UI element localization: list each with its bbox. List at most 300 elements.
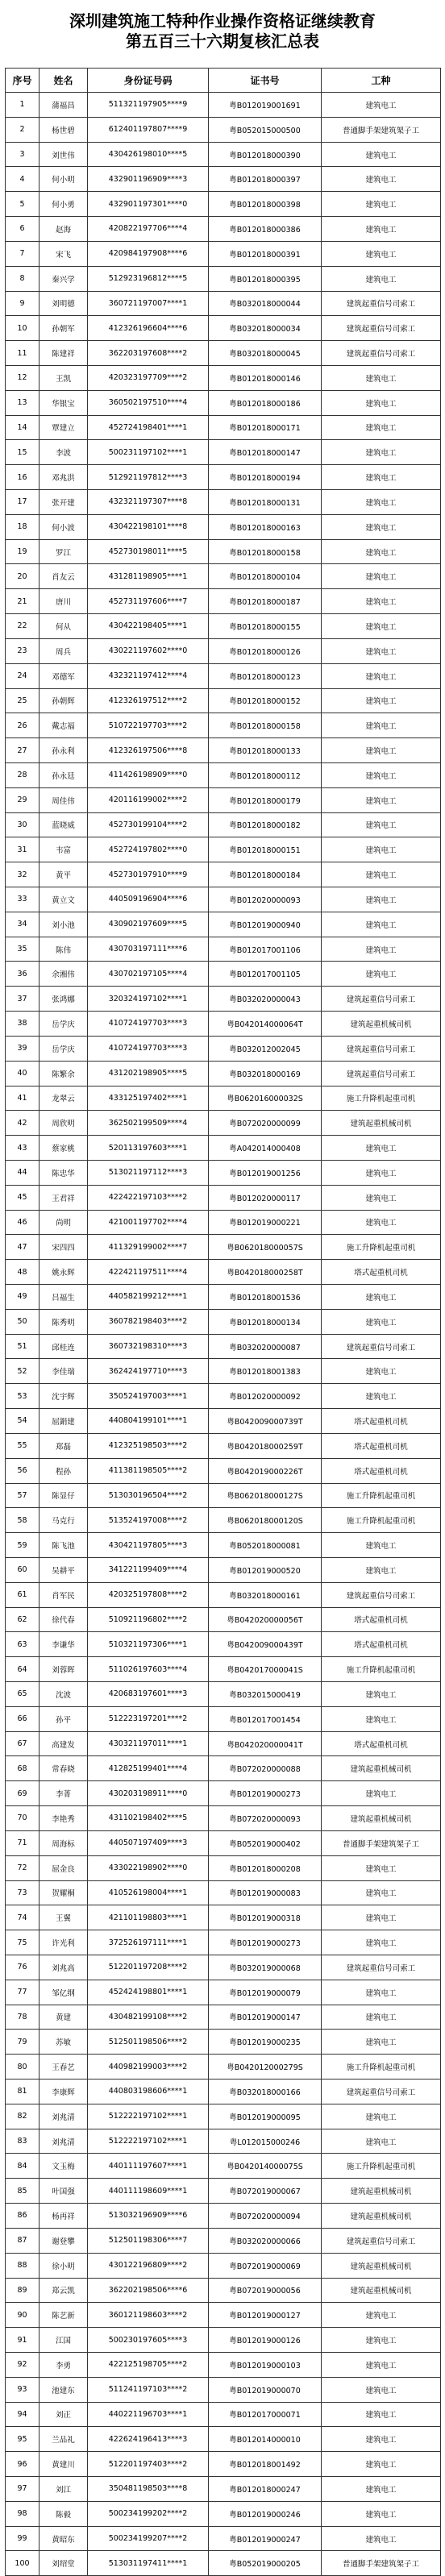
cell-id-number: 320324197102****1	[88, 987, 209, 1012]
table-row	[6, 1012, 441, 1037]
cell-job-type: 建筑电工	[322, 2477, 441, 2502]
cell-job-type: 建筑电工	[322, 514, 441, 539]
cell-name: 宋四四	[40, 1235, 88, 1260]
cell-serial: 28	[6, 762, 40, 787]
cell-name: 刘蓉晖	[40, 1657, 88, 1682]
cell-serial: 41	[6, 1086, 40, 1111]
cell-job-type: 建筑电工	[322, 1136, 441, 1161]
cell-certificate-number: 粤B012018000152	[209, 688, 322, 713]
cell-id-number: 362502199509****4	[88, 1111, 209, 1136]
cell-certificate-number: 粤L012015000246	[209, 2129, 322, 2154]
cell-id-number: 422624196413****3	[88, 2427, 209, 2452]
table-row	[6, 2005, 441, 2030]
cell-id-number: 360782198403****2	[88, 1309, 209, 1334]
cell-job-type: 建筑电工	[322, 2005, 441, 2030]
cell-serial: 31	[6, 837, 40, 862]
table-row	[6, 1980, 441, 2005]
table-row	[6, 937, 441, 962]
cell-certificate-number: 粤B012018000186	[209, 390, 322, 415]
cell-name: 肖军民	[40, 1582, 88, 1607]
cell-name: 周海标	[40, 1830, 88, 1855]
cell-certificate-number: 粤B012019000095	[209, 2104, 322, 2129]
cell-id-number: 500231197102****1	[88, 440, 209, 465]
cell-job-type: 施工升降机起重司机	[322, 1508, 441, 1533]
cell-id-number: 410526198004****1	[88, 1880, 209, 1905]
cell-serial: 1	[6, 93, 40, 118]
cell-name: 张开建	[40, 490, 88, 515]
cell-serial: 29	[6, 787, 40, 812]
table-row	[6, 1086, 441, 1111]
cell-certificate-number: 粤B012019000247	[209, 2526, 322, 2551]
cell-serial: 45	[6, 1185, 40, 1210]
cell-id-number: 430122196809****2	[88, 2253, 209, 2278]
table-row	[6, 2501, 441, 2526]
cell-job-type: 建筑电工	[322, 713, 441, 738]
cell-name: 李菁	[40, 1781, 88, 1806]
cell-serial: 79	[6, 2030, 40, 2055]
cell-serial: 11	[6, 341, 40, 366]
cell-id-number: 360502197510****4	[88, 390, 209, 415]
cell-name: 池建东	[40, 2377, 88, 2402]
cell-name: 张鸿娜	[40, 987, 88, 1012]
cell-certificate-number: 粤B042012000279S	[209, 2055, 322, 2079]
cell-serial: 94	[6, 2402, 40, 2427]
cell-id-number: 420984197908****6	[88, 241, 209, 266]
cell-job-type: 塔式起重机司机	[322, 1731, 441, 1756]
cell-id-number: 452731197606****7	[88, 589, 209, 614]
cell-certificate-number: 粤B012018000123	[209, 663, 322, 688]
cell-name: 兰品礼	[40, 2427, 88, 2452]
table-row	[6, 837, 441, 862]
cell-id-number: 432901196909****3	[88, 167, 209, 192]
cell-certificate-number: 粤B012018000208	[209, 1855, 322, 1880]
table-row	[6, 564, 441, 589]
cell-name: 刘正	[40, 2402, 88, 2427]
cell-job-type: 建筑电工	[322, 365, 441, 390]
cell-id-number: 420683197601****3	[88, 1682, 209, 1707]
table-row	[6, 117, 441, 142]
table-row	[6, 2377, 441, 2402]
cell-serial: 44	[6, 1160, 40, 1185]
cell-id-number: 510321197306****1	[88, 1632, 209, 1657]
cell-name: 王君祥	[40, 1185, 88, 1210]
cell-serial: 52	[6, 1359, 40, 1384]
cell-job-type: 建筑电工	[322, 1905, 441, 1930]
table-row	[6, 787, 441, 812]
table-row	[6, 1433, 441, 1458]
cell-job-type: 建筑电工	[322, 688, 441, 713]
cell-job-type: 建筑电工	[322, 1557, 441, 1582]
cell-name: 宋飞	[40, 241, 88, 266]
table-row	[6, 1756, 441, 1781]
cell-name: 戴志福	[40, 713, 88, 738]
cell-name: 周佳伟	[40, 787, 88, 812]
cell-serial: 65	[6, 1682, 40, 1707]
cell-certificate-number: 粤B012018000131	[209, 490, 322, 515]
cell-job-type: 塔式起重机司机	[322, 1433, 441, 1458]
cell-job-type: 建筑电工	[322, 1160, 441, 1185]
cell-name: 贺耀桐	[40, 1880, 88, 1905]
cell-id-number: 410724197703****3	[88, 1012, 209, 1037]
cell-certificate-number: 粤B042014000075S	[209, 2154, 322, 2179]
cell-id-number: 452730198011****5	[88, 539, 209, 564]
cell-name: 何小勇	[40, 192, 88, 217]
cell-serial: 46	[6, 1210, 40, 1235]
cell-serial: 10	[6, 316, 40, 341]
cell-job-type: 建筑电工	[322, 862, 441, 887]
cell-name: 李康辉	[40, 2079, 88, 2104]
cell-job-type: 塔式起重机司机	[322, 1632, 441, 1657]
table-row	[6, 2129, 441, 2154]
cell-serial: 88	[6, 2253, 40, 2278]
table-row	[6, 1458, 441, 1483]
cell-serial: 82	[6, 2104, 40, 2129]
cell-id-number: 432321197412****4	[88, 663, 209, 688]
cell-serial: 5	[6, 192, 40, 217]
cell-job-type: 施工升降机起重司机	[322, 1235, 441, 1260]
cell-job-type: 建筑电工	[322, 1855, 441, 1880]
cell-serial: 97	[6, 2477, 40, 2502]
cell-id-number: 440803198606****1	[88, 2079, 209, 2104]
cell-id-number: 440582199212****1	[88, 1285, 209, 1310]
cell-name: 孙永廷	[40, 762, 88, 787]
cell-certificate-number: 粤B062018000127S	[209, 1483, 322, 1508]
cell-certificate-number: 粤B012019000940	[209, 912, 322, 937]
cell-job-type: 施工升降机起重司机	[322, 1483, 441, 1508]
cell-serial: 76	[6, 1955, 40, 1980]
table-row	[6, 539, 441, 564]
cell-job-type: 施工升降机起重司机	[322, 1657, 441, 1682]
cell-certificate-number: 粤B012017001106	[209, 937, 322, 962]
cell-job-type: 塔式起重机司机	[322, 1409, 441, 1434]
cell-id-number: 440982199003****2	[88, 2055, 209, 2079]
cell-name: 马克行	[40, 1508, 88, 1533]
cell-job-type: 普通脚手架建筑架子工	[322, 2551, 441, 2576]
cell-job-type: 建筑电工	[322, 1210, 441, 1235]
cell-job-type: 建筑电工	[322, 440, 441, 465]
cell-certificate-number: 粤B072020000099	[209, 1111, 322, 1136]
cell-job-type: 建筑电工	[322, 837, 441, 862]
cell-serial: 25	[6, 688, 40, 713]
table-row	[6, 862, 441, 887]
cell-job-type: 建筑电工	[322, 1706, 441, 1731]
cell-name: 王翼	[40, 1905, 88, 1930]
cell-job-type: 建筑起重机械司机	[322, 2179, 441, 2204]
cell-name: 刘明德	[40, 291, 88, 316]
cell-id-number: 512501198506****2	[88, 2030, 209, 2055]
table-row	[6, 241, 441, 266]
cell-id-number: 431102198402****5	[88, 1806, 209, 1831]
cell-serial: 64	[6, 1657, 40, 1682]
cell-id-number: 412326196604****6	[88, 316, 209, 341]
cell-certificate-number: 粤B012020000117	[209, 1185, 322, 1210]
cell-job-type: 建筑电工	[322, 2352, 441, 2377]
cell-id-number: 430482199108****2	[88, 2005, 209, 2030]
table-row	[6, 1309, 441, 1334]
cell-id-number: 510722197703****2	[88, 713, 209, 738]
cell-serial: 27	[6, 738, 40, 763]
cell-serial: 40	[6, 1061, 40, 1086]
cell-serial: 87	[6, 2228, 40, 2253]
cell-serial: 12	[6, 365, 40, 390]
cell-id-number: 512201197403****2	[88, 2452, 209, 2477]
cell-certificate-number: 粤B032019000068	[209, 1955, 322, 1980]
cell-name: 陈秀明	[40, 1309, 88, 1334]
cell-job-type: 建筑电工	[322, 217, 441, 242]
cell-job-type: 建筑电工	[322, 2377, 441, 2402]
cell-name: 李谦华	[40, 1632, 88, 1657]
table-row	[6, 1806, 441, 1831]
cell-name: 姚永辉	[40, 1260, 88, 1285]
cell-certificate-number: 粤B012018000397	[209, 167, 322, 192]
cell-certificate-number: 粤B012018001383	[209, 1359, 322, 1384]
cell-serial: 69	[6, 1781, 40, 1806]
cell-job-type: 建筑电工	[322, 762, 441, 787]
table-row	[6, 266, 441, 291]
cell-id-number: 430221197602****0	[88, 638, 209, 663]
cell-serial: 6	[6, 217, 40, 242]
table-row	[6, 589, 441, 614]
cell-certificate-number: 粤B012018000194	[209, 465, 322, 490]
cell-serial: 47	[6, 1235, 40, 1260]
cell-serial: 55	[6, 1433, 40, 1458]
cell-id-number: 433125197402****1	[88, 1086, 209, 1111]
cell-serial: 83	[6, 2129, 40, 2154]
header-id-number: 身份证号码	[88, 69, 209, 93]
cell-name: 秦兴学	[40, 266, 88, 291]
cell-certificate-number: 粤B052019000205	[209, 2551, 322, 2576]
cell-name: 覃建立	[40, 415, 88, 440]
cell-job-type: 建筑电工	[322, 1980, 441, 2005]
cell-id-number: 512921197812****3	[88, 465, 209, 490]
cell-certificate-number: 粤B042018000259T	[209, 1433, 322, 1458]
cell-id-number: 520113197603****1	[88, 1136, 209, 1161]
cell-serial: 24	[6, 663, 40, 688]
table-row	[6, 812, 441, 837]
table-row	[6, 912, 441, 937]
cell-name: 龙翠云	[40, 1086, 88, 1111]
cell-certificate-number: 粤A042014000408	[209, 1136, 322, 1161]
table-row	[6, 316, 441, 341]
cell-serial: 61	[6, 1582, 40, 1607]
cell-serial: 14	[6, 415, 40, 440]
cell-id-number: 360121198603****2	[88, 2303, 209, 2328]
cell-job-type: 施工升降机起重司机	[322, 1086, 441, 1111]
cell-job-type: 建筑电工	[322, 787, 441, 812]
cell-id-number: 511241197103****2	[88, 2377, 209, 2402]
cell-job-type: 建筑起重信号司索工	[322, 316, 441, 341]
table-row	[6, 1483, 441, 1508]
cell-job-type: 建筑电工	[322, 2030, 441, 2055]
cell-job-type: 施工升降机起重司机	[322, 2055, 441, 2079]
cell-certificate-number: 粤B012019000126	[209, 2328, 322, 2353]
cell-id-number: 512201197208****2	[88, 1955, 209, 1980]
cell-job-type: 建筑起重信号司索工	[322, 2228, 441, 2253]
cell-name: 赵海	[40, 217, 88, 242]
cell-certificate-number: 粤B032018000166	[209, 2079, 322, 2104]
cell-id-number: 512223197201****2	[88, 1706, 209, 1731]
table-row	[6, 1607, 441, 1632]
cell-job-type: 建筑电工	[322, 1185, 441, 1210]
cell-job-type: 建筑电工	[322, 2303, 441, 2328]
cell-serial: 15	[6, 440, 40, 465]
cell-id-number: 452730199104****2	[88, 812, 209, 837]
cell-certificate-number: 粤B012019001256	[209, 1160, 322, 1185]
cell-id-number: 422125198705****2	[88, 2352, 209, 2377]
table-row	[6, 1359, 441, 1384]
cell-id-number: 433022198902****0	[88, 1855, 209, 1880]
table-row	[6, 2228, 441, 2253]
table-row	[6, 2253, 441, 2278]
table-row	[6, 1160, 441, 1185]
cell-certificate-number: 粤B012018000391	[209, 241, 322, 266]
cell-certificate-number: 粤B012018000158	[209, 713, 322, 738]
cell-id-number: 452724197802****0	[88, 837, 209, 862]
table-row	[6, 1657, 441, 1682]
cell-id-number: 411381198505****2	[88, 1458, 209, 1483]
document-title	[0, 11, 445, 52]
cell-serial: 48	[6, 1260, 40, 1285]
table-row	[6, 1533, 441, 1558]
cell-id-number: 440111197607****1	[88, 2154, 209, 2179]
table-row	[6, 1855, 441, 1880]
cell-serial: 21	[6, 589, 40, 614]
cell-serial: 81	[6, 2079, 40, 2104]
cell-job-type: 建筑起重信号司索工	[322, 1334, 441, 1359]
cell-certificate-number: 粤B042018000258T	[209, 1260, 322, 1285]
cell-serial: 71	[6, 1830, 40, 1855]
cell-name: 邓德军	[40, 663, 88, 688]
cell-certificate-number: 粤B012019000221	[209, 1210, 322, 1235]
cell-serial: 53	[6, 1384, 40, 1409]
table-body	[6, 93, 441, 2576]
table-row	[6, 1036, 441, 1061]
cell-serial: 43	[6, 1136, 40, 1161]
cell-id-number: 431281198905****1	[88, 564, 209, 589]
cell-name: 邱桂连	[40, 1334, 88, 1359]
table-row	[6, 1781, 441, 1806]
cell-id-number: 513524197008****2	[88, 1508, 209, 1533]
cell-certificate-number: 粤B012019000079	[209, 1980, 322, 2005]
cell-id-number: 612401197807****9	[88, 117, 209, 142]
cell-id-number: 513030196504****2	[88, 1483, 209, 1508]
cell-serial: 38	[6, 1012, 40, 1037]
cell-serial: 59	[6, 1533, 40, 1558]
cell-id-number: 430421197805****3	[88, 1533, 209, 1558]
table-row	[6, 1061, 441, 1086]
cell-job-type: 建筑电工	[322, 1781, 441, 1806]
cell-name: 孙永利	[40, 738, 88, 763]
cell-name: 余湘伟	[40, 962, 88, 987]
cell-id-number: 422422197103****2	[88, 1185, 209, 1210]
cell-id-number: 500234199202****2	[88, 2501, 209, 2526]
cell-certificate-number: 粤B062018000057S	[209, 1235, 322, 1260]
cell-id-number: 411426198909****0	[88, 762, 209, 787]
cell-name: 陈显仔	[40, 1483, 88, 1508]
cell-job-type: 建筑电工	[322, 192, 441, 217]
cell-serial: 86	[6, 2204, 40, 2229]
table-row	[6, 2030, 441, 2055]
cell-certificate-number: 粤B012018000247	[209, 2477, 322, 2502]
cell-id-number: 440509196904****6	[88, 887, 209, 912]
cell-name: 李波	[40, 440, 88, 465]
cell-job-type: 建筑起重信号司索工	[322, 1955, 441, 1980]
cell-id-number: 421101198803****1	[88, 1905, 209, 1930]
cell-id-number: 412825199401****4	[88, 1756, 209, 1781]
cell-certificate-number: 粤B072019000067	[209, 2179, 322, 2204]
cell-certificate-number: 粤B012018000134	[209, 1309, 322, 1334]
cell-serial: 3	[6, 142, 40, 167]
cell-name: 苏敏	[40, 2030, 88, 2055]
cell-name: 刘兆清	[40, 2104, 88, 2129]
cell-job-type: 建筑电工	[322, 564, 441, 589]
cell-job-type: 建筑电工	[322, 937, 441, 962]
table-row	[6, 415, 441, 440]
cell-certificate-number: 粤B012018000133	[209, 738, 322, 763]
cell-name: 陈飞池	[40, 1533, 88, 1558]
cell-certificate-number: 粤B072020000094	[209, 2204, 322, 2229]
cell-certificate-number: 粤B012018000155	[209, 614, 322, 639]
cell-id-number: 432901197301****0	[88, 192, 209, 217]
cell-id-number: 430422198101****8	[88, 514, 209, 539]
cell-certificate-number: 粤B012019000147	[209, 2005, 322, 2030]
cell-name: 黄建川	[40, 2452, 88, 2477]
cell-certificate-number: 粤B042014000064T	[209, 1012, 322, 1037]
cell-serial: 26	[6, 713, 40, 738]
cell-job-type: 建筑起重信号司索工	[322, 341, 441, 366]
cell-id-number: 422421197511****4	[88, 1260, 209, 1285]
cell-serial: 19	[6, 539, 40, 564]
cell-name: 李佳瑞	[40, 1359, 88, 1384]
table-row	[6, 1682, 441, 1707]
cell-id-number: 513031197411****1	[88, 2551, 209, 2576]
cell-certificate-number: 粤B012019000083	[209, 1880, 322, 1905]
table-row	[6, 1905, 441, 1930]
cell-job-type: 建筑起重机械司机	[322, 2278, 441, 2303]
table-row	[6, 192, 441, 217]
table-row	[6, 514, 441, 539]
cell-certificate-number: 粤B012018000147	[209, 440, 322, 465]
table-row	[6, 1557, 441, 1582]
cell-job-type: 建筑起重机械司机	[322, 1111, 441, 1136]
cell-serial: 92	[6, 2352, 40, 2377]
header-row	[6, 69, 441, 93]
table-row	[6, 490, 441, 515]
cell-serial: 78	[6, 2005, 40, 2030]
cell-certificate-number: 粤B012020000092	[209, 1384, 322, 1409]
table-row	[6, 1185, 441, 1210]
header-serial: 序号	[6, 69, 40, 93]
cell-id-number: 362202198506****6	[88, 2278, 209, 2303]
cell-id-number: 430703197111****6	[88, 937, 209, 962]
cell-name: 黄平	[40, 862, 88, 887]
table-row	[6, 1582, 441, 1607]
cell-certificate-number: 粤B012018000179	[209, 787, 322, 812]
cell-certificate-number: 粤B012018000390	[209, 142, 322, 167]
cell-name: 邹亿纲	[40, 1980, 88, 2005]
cell-job-type: 塔式起重机司机	[322, 1260, 441, 1285]
cell-job-type: 普通脚手架建筑架子工	[322, 1830, 441, 1855]
cell-name: 何小明	[40, 167, 88, 192]
cell-job-type: 建筑电工	[322, 2328, 441, 2353]
cell-name: 周欣明	[40, 1111, 88, 1136]
cell-name: 黄昭东	[40, 2526, 88, 2551]
cell-certificate-number: 粤B012018001536	[209, 1285, 322, 1310]
cell-id-number: 421001197702****4	[88, 1210, 209, 1235]
cell-serial: 89	[6, 2278, 40, 2303]
cell-certificate-number: 粤B032018000169	[209, 1061, 322, 1086]
table-row	[6, 365, 441, 390]
